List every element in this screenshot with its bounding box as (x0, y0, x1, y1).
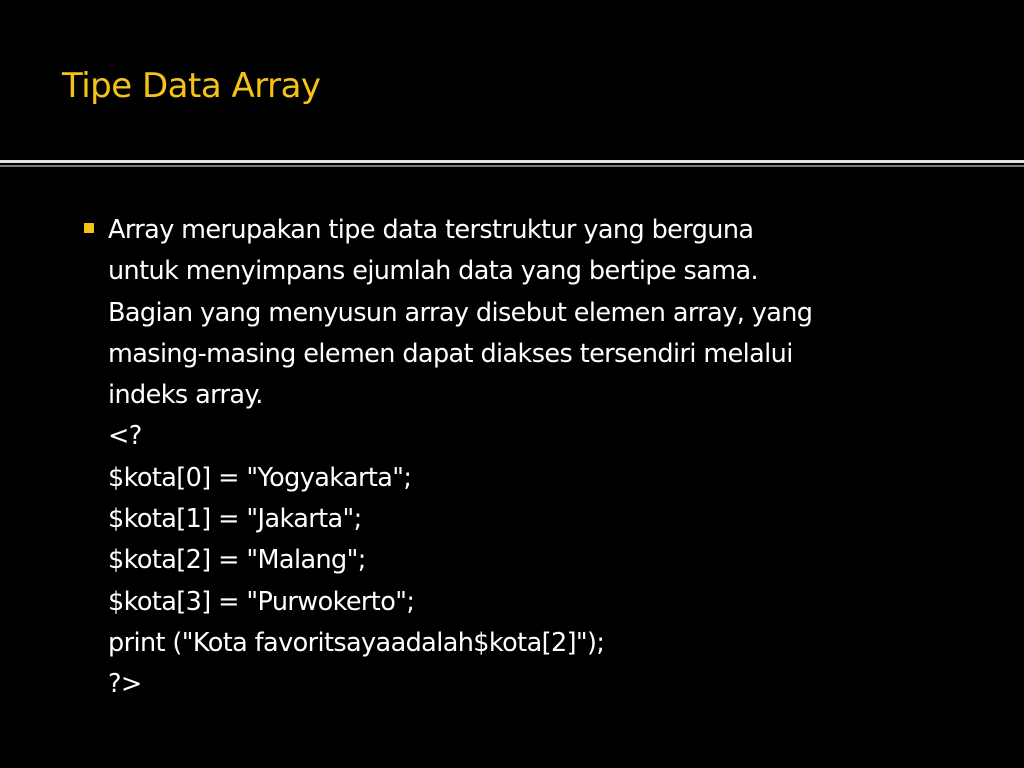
square-bullet-icon (84, 223, 94, 233)
text-line-3: Bagian yang menyusun array disebut elemen array, yang (108, 297, 813, 328)
code-line-kota-3: $kota[3] = "Purwokerto"; (108, 586, 415, 617)
code-line-kota-2: $kota[2] = "Malang"; (108, 545, 366, 576)
text-line-5: indeks array. (108, 380, 263, 411)
bullet-text (108, 210, 988, 706)
code-line-kota-1: $kota[1] = "Jakarta"; (108, 504, 362, 535)
text-line-4: masing-masing elemen dapat diakses tersendiri melalui (108, 338, 793, 369)
title-bar (0, 0, 1024, 160)
text-line-1: Array merupakan tipe data terstruktur yang berguna (108, 215, 754, 245)
code-line-print: print ("Kota favoritsayaadalah$kota[2]"); (108, 627, 605, 658)
divider-light (0, 160, 1024, 163)
text-line-2: untuk menyimpans ejumlah data yang bertipe sama. (108, 256, 759, 287)
code-line-open-tag: <? (108, 421, 142, 452)
code-line-kota-0: $kota[0] = "Yogyakarta"; (108, 462, 412, 493)
slide-title: Tipe Data Array (62, 66, 321, 106)
code-line-close-tag: ?> (108, 669, 142, 700)
